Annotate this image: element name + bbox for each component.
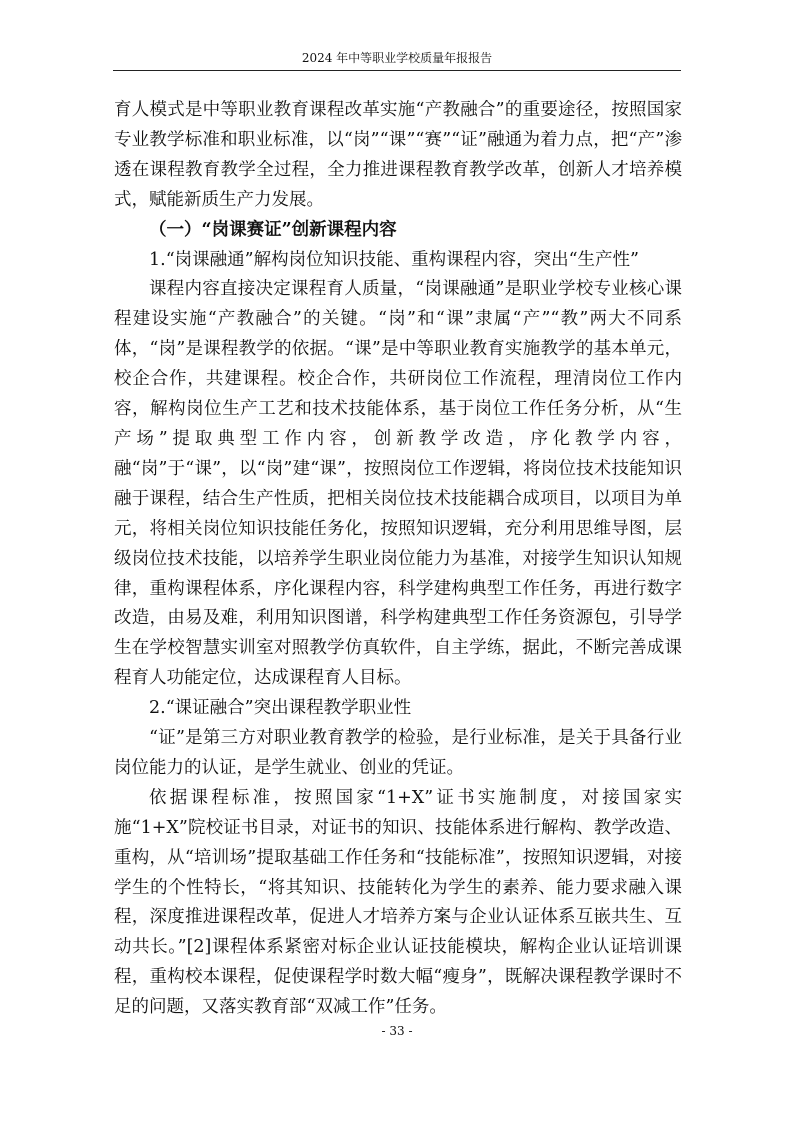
- subsection-heading-2: 2.“课证融合”突出课程教学职业性: [149, 698, 412, 719]
- paragraph-intro: 育人模式是中等职业教育课程改革实施“产教融合”的重要途径，按照国家专业教学标准和职业标准，以“岗”“课”“赛”“证”融通为着力点，把“产”渗透在课程教育教学全过程，全力推进课程教育教学改革，创新人才培养模式，赋能新质生产力发展。: [114, 100, 682, 210]
- body-text: [114, 96, 682, 1023]
- section-heading: （一）“岗课赛证”创新课程内容: [149, 219, 397, 240]
- paragraph-curriculum: 依据课程标准，按照国家“1+X”证书实施制度，对接国家实施“1+X”院校证书目录，对证书的知识、技能体系进行解构、教学改造、重构，从“培训场”提取基础工作任务和“技能标准”，按照知识逻辑，对接学生的个性特长，“将其知识、技能转化为学生的素养、能力要求融入课程，深度推进课程改革，促进人才培养方案与企业认证体系互嵌共生、互动共长。”[2]课程体系紧密对标企业认证技能模块，解构企业认证培训课程，重构校本课程，促使课程学时数大幅“瘦身”，既解决课程教学课时不足的问题，又落实教育部“双减工作”任务。: [114, 787, 682, 1018]
- page-number: - 33 -: [381, 1024, 413, 1038]
- paragraph-gangke: 课程内容直接决定课程育人质量，“岗课融通”是职业学校专业核心课程建设实施“产教融合”的关键。“岗”和“课”隶属“产”“教”两大不同系体，“岗”是课程教学的依据。“课”是中等职业教育实施教学的基本单元，校企合作，共建课程。校企合作，共研岗位工作流程，理清岗位工作内容，解构岗位生产工艺和技术技能体系，基于岗位工作任务分析，从“生产场”提取典型工作内容，创新教学改造，序化教学内容，融“岗”于“课”，以“岗”建“课”，按照岗位工作逻辑，将岗位技术技能知识融于课程，结合生产性质，把相关岗位技术技能耦合成项目，以项目为单元，将相关岗位知识技能任务化，按照知识逻辑，充分利用思维导图，层级岗位技术技能，以培养学生职业岗位能力为基准，对接学生知识认知规律，重构课程体系，序化课程内容，科学建构典型工作任务，再进行数字改造，由易及难，利用知识图谱，科学构建典型工作任务资源包，引导学生在学校智慧实训室对照教学仿真软件，自主学练，据此，不断完善成课程育人功能定位，达成课程育人目标。: [114, 279, 682, 689]
- paragraph-certificate: “证”是第三方对职业教育教学的检验，是行业标准，是关于具备行业岗位能力的认证，是学生就业、创业的凭证。: [114, 728, 682, 778]
- running-header: 2024 年中等职业学校质量年报报告: [301, 51, 493, 65]
- header-divider: [113, 70, 681, 71]
- subsection-heading-1: 1.“岗课融通”解构岗位知识技能、重构课程内容，突出“生产性”: [149, 249, 639, 270]
